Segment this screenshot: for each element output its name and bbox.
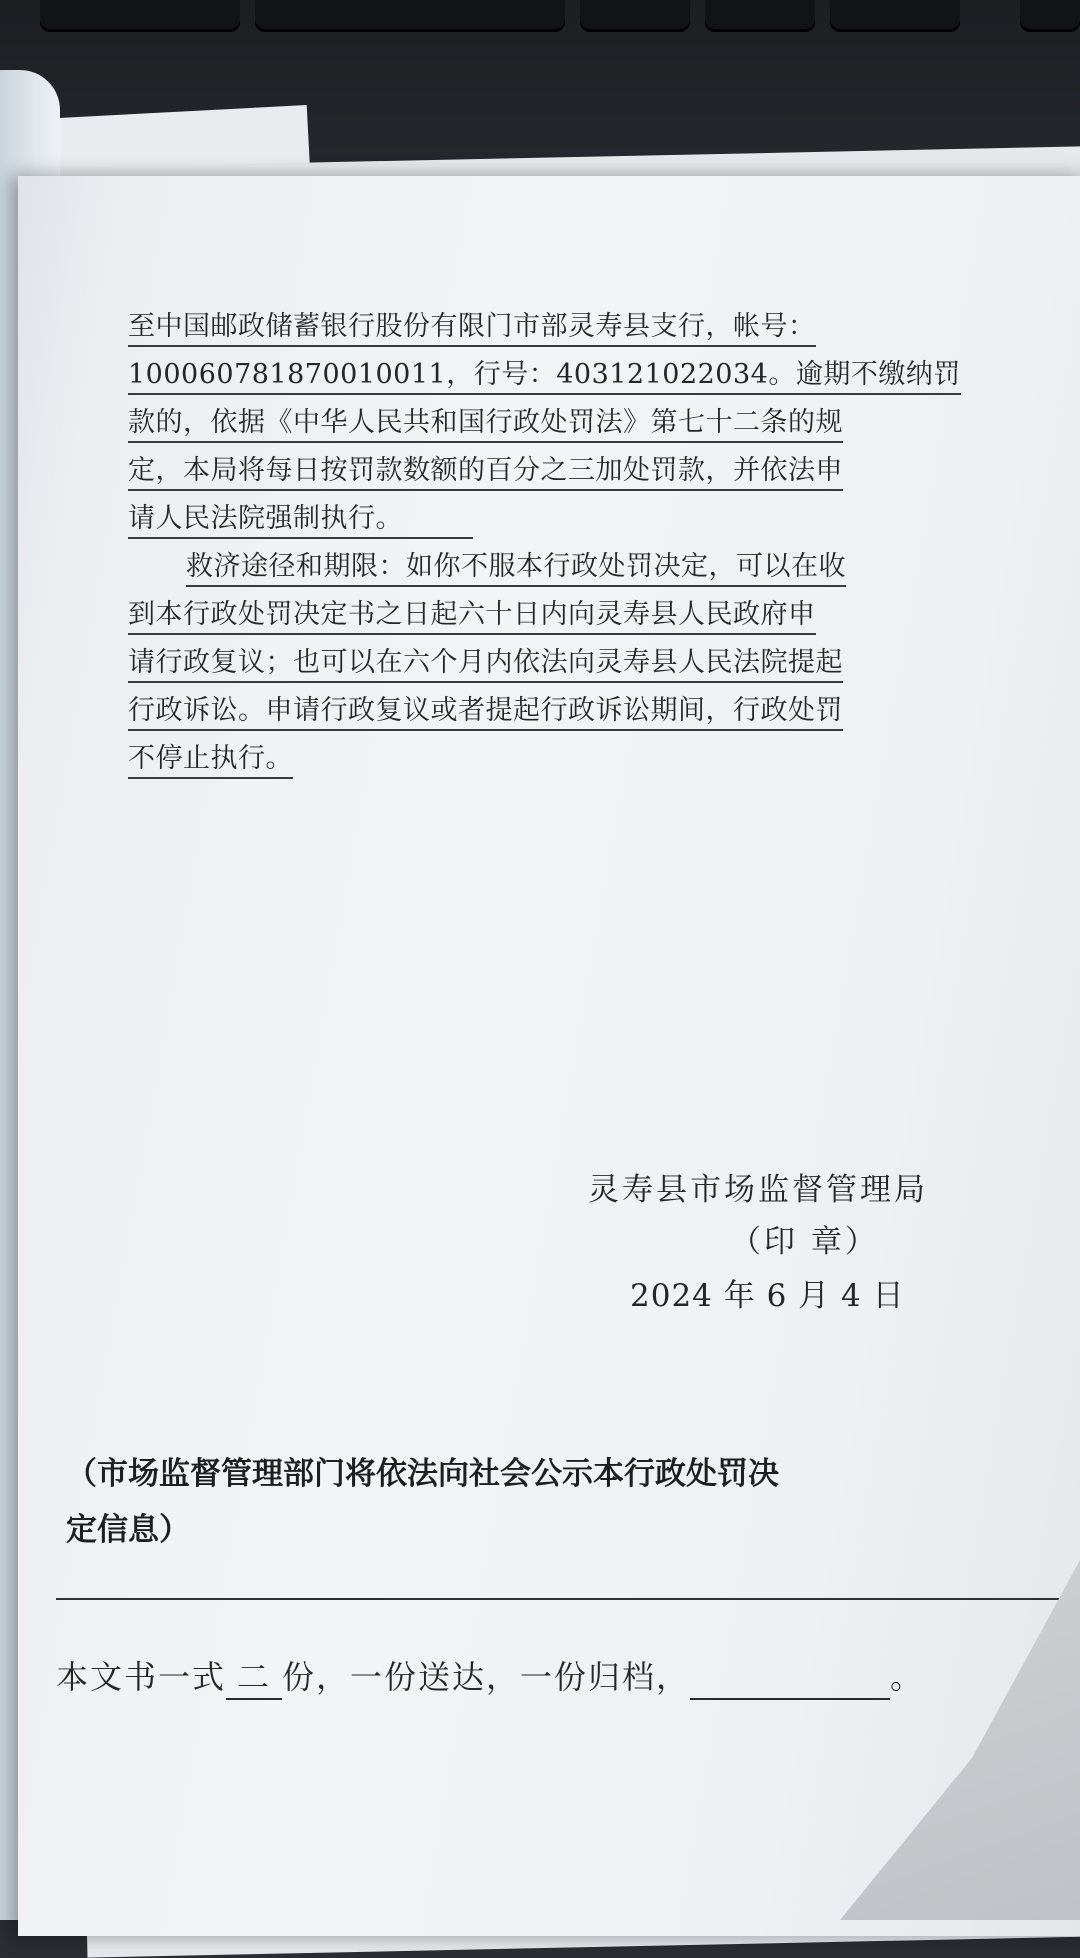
seal-note: （印 章） (730, 1224, 879, 1260)
issue-date: 2024 年 6 月 4 日 (630, 1278, 905, 1314)
copies-blank (690, 1662, 890, 1700)
copies-statement (56, 1652, 924, 1700)
disclosure-notice-line: 定信息） (66, 1512, 190, 1548)
keyboard-key (705, 0, 815, 32)
copies-distribution: 份，一份送达，一份归档， (282, 1658, 691, 1696)
body-line: 100060781870010011，行号：403121022034。逾期不缴纳罚 (128, 352, 961, 395)
keyboard-key (40, 0, 240, 32)
body-line: 至中国邮政储蓄银行股份有限门市部灵寿县支行，帐号： (128, 304, 816, 347)
body-line: 请行政复议；也可以在六个月内依法向灵寿县人民法院提起 (128, 640, 843, 683)
body-line: 到本行政处罚决定书之日起六十日内向灵寿县人民政府申 (128, 592, 816, 635)
copies-suffix: 。 (890, 1658, 925, 1696)
separator-line (56, 1598, 1076, 1600)
body-line: 定，本局将每日按罚款数额的百分之三加处罚款，并依法申 (128, 448, 843, 491)
copies-prefix: 本文书一式 (56, 1658, 227, 1696)
keyboard-key (830, 0, 960, 32)
body-line: 行政诉讼。申请行政复议或者提起行政诉讼期间，行政处罚 (128, 688, 843, 731)
keyboard-key (580, 0, 690, 32)
disclosure-notice-line: （市场监督管理部门将依法向社会公示本行政处罚决 (66, 1456, 779, 1492)
body-line: 请人民法院强制执行。 (128, 496, 473, 539)
body-line: 救济途径和期限：如你不服本行政处罚决定，可以在收 (186, 544, 846, 587)
body-line: 不停止执行。 (128, 736, 293, 779)
keyboard-key (1020, 0, 1080, 32)
body-line: 款的，依据《中华人民共和国行政处罚法》第七十二条的规 (128, 400, 843, 443)
issuing-agency: 灵寿县市场监督管理局 (588, 1172, 928, 1208)
keyboard-key (255, 0, 565, 32)
copies-count: 二 (226, 1652, 282, 1700)
